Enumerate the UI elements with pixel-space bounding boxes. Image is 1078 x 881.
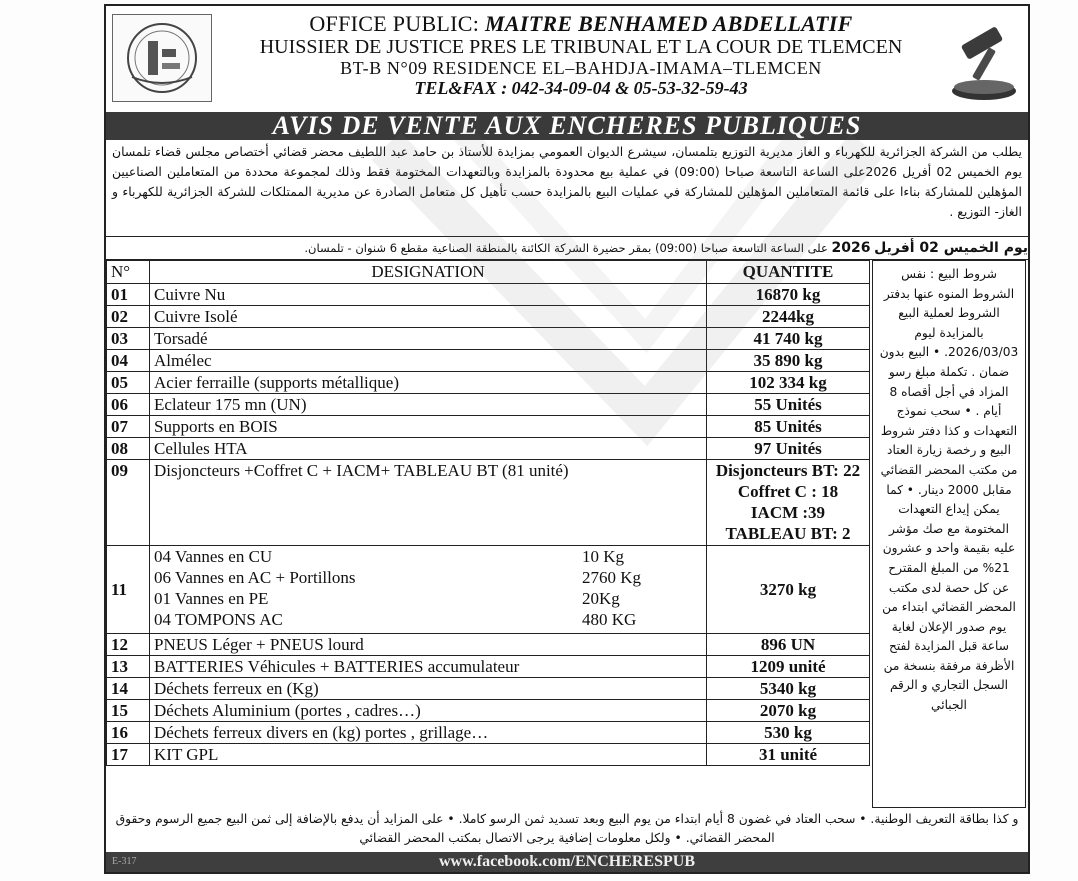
sub-item-value: 10 Kg xyxy=(582,547,625,566)
justice-logo-icon xyxy=(112,14,212,102)
row-designation: Cuivre Nu xyxy=(150,284,707,306)
row-num: 04 xyxy=(107,350,150,372)
bottom-bar xyxy=(106,852,1028,872)
header-quantity: QUANTITE xyxy=(707,261,870,284)
row-designation: Acier ferraille (supports métallique) xyxy=(150,372,707,394)
row-designation: Cellules HTA xyxy=(150,438,707,460)
sale-date-line xyxy=(106,236,1028,260)
office-header xyxy=(216,12,946,98)
facebook-link[interactable]: www.facebook.com/ENCHERESPUB xyxy=(438,853,695,870)
row-quantity: 55 Unités xyxy=(707,394,870,416)
sale-location: على الساعة التاسعة صباحا (09:00) بمقر حضيرة الشركة الكائنة بالمنطقة الصناعية مقطع 6 شنوان - تلمسان. xyxy=(304,241,828,255)
row-quantity: 896 UN xyxy=(707,634,870,656)
office-phone: TEL&FAX : 042-34-09-04 & 05-53-32-59-43 xyxy=(414,78,748,98)
table-row xyxy=(107,656,870,678)
row-num: 08 xyxy=(107,438,150,460)
row-designation: BATTERIES Véhicules + BATTERIES accumulateur xyxy=(150,656,707,678)
table-row xyxy=(107,416,870,438)
row-designation: Cuivre Isolé xyxy=(150,306,707,328)
row-num: 01 xyxy=(107,284,150,306)
sub-item xyxy=(154,609,702,630)
sub-item-value: 20Kg xyxy=(582,589,620,608)
row-num: 09 xyxy=(107,460,150,546)
header-num: N° xyxy=(107,261,150,284)
row-num: 05 xyxy=(107,372,150,394)
row-quantity: 3270 kg xyxy=(707,546,870,634)
table-row xyxy=(107,284,870,306)
table-row xyxy=(107,328,870,350)
table-row xyxy=(107,546,870,634)
row-designation: KIT GPL xyxy=(150,744,707,766)
table-row xyxy=(107,306,870,328)
row-quantity: 2244kg xyxy=(707,306,870,328)
row-quantity: 97 Unités xyxy=(707,438,870,460)
page-code: E-317 xyxy=(112,856,137,867)
office-address: BT-B N°09 RESIDENCE EL–BAHDJA-IMAMA–TLEMCEN xyxy=(340,58,822,78)
row-designation: Déchets ferreux divers en (kg) portes , grillage… xyxy=(150,722,707,744)
row-designation: Almélec xyxy=(150,350,707,372)
row-num: 03 xyxy=(107,328,150,350)
sub-item-name: 06 Vannes en AC + Portillons xyxy=(154,568,356,587)
row-designation: Déchets Aluminium (portes , cadres…) xyxy=(150,700,707,722)
sub-item xyxy=(154,567,702,588)
footer-paragraph: و كذا بطاقة التعريف الوطنية. • سحب العتاد في غضون 8 أيام ابتداء من يوم البيع وبعد تسديد ثمن الرسو كاملا. • على المزايد أن يدفع بالإضافة إلى ثمن البيع جميع الرسوم وحقوق المحضر القضائي. • ولكل معلومات إضافية يرجى الاتصال بمكتب المحضر القضائي xyxy=(115,812,1019,845)
table-header-row xyxy=(107,261,870,284)
row-num: 14 xyxy=(107,678,150,700)
row-num: 11 xyxy=(107,546,150,634)
row-designation: Disjoncteurs +Coffret C + IACM+ TABLEAU BT (81 unité) xyxy=(150,460,707,546)
gavel-icon xyxy=(942,16,1024,104)
sub-item xyxy=(154,588,702,609)
table-row xyxy=(107,678,870,700)
items-table xyxy=(106,260,870,766)
row-quantity: 31 unité xyxy=(707,744,870,766)
row-designation: Supports en BOIS xyxy=(150,416,707,438)
sub-item-name: 04 Vannes en CU xyxy=(154,547,273,566)
quantity-line: Coffret C : 18 xyxy=(737,482,839,501)
table-row xyxy=(107,460,870,546)
row-quantity: 5340 kg xyxy=(707,678,870,700)
quantity-line: Disjoncteurs BT: 22 xyxy=(715,461,861,480)
row-num: 13 xyxy=(107,656,150,678)
table-row xyxy=(107,634,870,656)
sub-item-value: 480 KG xyxy=(582,610,637,629)
notice-banner: AVIS DE VENTE AUX ENCHERES PUBLIQUES xyxy=(106,112,1028,140)
sale-conditions: شروط البيع : نفس الشروط المنوه عنها بدفتر الشروط لعملية البيع بالمزايدة ليوم 2026/03/03. • البيع بدون ضمان . تكملة مبلغ رسو المزاد في أجل أقصاه 8 أيام . • سحب نموذج التعهدات و كذا دفتر شروط البيع و رخصة زيارة العتاد من مكتب المحضر القضائي مقابل 2000 دينار. • كما يمكن إيداع التعهدات المختومة مع صك مؤشر عليه بقيمة واحد و عشرون 21% من المبلغ المقترح عن كل حصة لدى مكتب المحضر القضائي ابتداء من يوم صدور الإعلان لغاية ساعة قبل المزايدة لفتح الأظرفة مرفقة بنسخة من السجل التجاري و الرقم الجبائي xyxy=(872,260,1026,808)
table-row xyxy=(107,438,870,460)
row-designation: Torsadé xyxy=(150,328,707,350)
row-quantity: 85 Unités xyxy=(707,416,870,438)
table-row xyxy=(107,700,870,722)
row-designation: PNEUS Léger + PNEUS lourd xyxy=(150,634,707,656)
row-num: 17 xyxy=(107,744,150,766)
row-num: 06 xyxy=(107,394,150,416)
row-quantity: 16870 kg xyxy=(707,284,870,306)
quantity-line: IACM :39 xyxy=(750,503,826,522)
sub-item-name: 04 TOMPONS AC xyxy=(154,610,283,629)
header-area xyxy=(106,6,1032,112)
sub-item-name: 01 Vannes en PE xyxy=(154,589,269,608)
office-title: OFFICE PUBLIC: MAITRE BENHAMED ABDELLATIF xyxy=(309,11,853,36)
row-designation xyxy=(150,546,707,634)
row-designation: Eclateur 175 mn (UN) xyxy=(150,394,707,416)
row-quantity: 1209 unité xyxy=(707,656,870,678)
office-court: HUISSIER DE JUSTICE PRES LE TRIBUNAL ET LA COUR DE TLEMCEN xyxy=(259,36,903,58)
quantity-line: TABLEAU BT: 2 xyxy=(725,524,851,543)
row-num: 02 xyxy=(107,306,150,328)
table-row xyxy=(107,744,870,766)
row-quantity: 2070 kg xyxy=(707,700,870,722)
sub-item-value: 2760 Kg xyxy=(582,568,642,587)
table-row xyxy=(107,722,870,744)
row-quantity: 102 334 kg xyxy=(707,372,870,394)
table-row xyxy=(107,372,870,394)
table-row xyxy=(107,350,870,372)
row-quantity: 530 kg xyxy=(707,722,870,744)
notice-page xyxy=(104,4,1030,874)
row-designation: Déchets ferreux en (Kg) xyxy=(150,678,707,700)
table-row xyxy=(107,394,870,416)
sale-day: يوم الخميس 02 أفريل xyxy=(874,240,1028,256)
row-num: 12 xyxy=(107,634,150,656)
row-quantity: 35 890 kg xyxy=(707,350,870,372)
row-quantity: 41 740 kg xyxy=(707,328,870,350)
row-quantity xyxy=(707,460,870,546)
sub-item xyxy=(154,546,702,567)
row-num: 16 xyxy=(107,722,150,744)
row-num: 07 xyxy=(107,416,150,438)
header-designation: DESIGNATION xyxy=(150,261,707,284)
row-num: 15 xyxy=(107,700,150,722)
intro-paragraph: يطلب من الشركة الجزائرية للكهرباء و الغاز مديرية التوزيع بتلمسان، سيشرع الديوان العمومي بمزايدة للأستاذ بن حامد عبد اللطيف محضر قضائي أختصاص مجلس قضاء تلمسان يوم الخميس 02 أفريل 2026على الساعة التاسعة صباحا (09:00) في عملية بيع محدودة بالمزايدة وبالتعهدات المختومة فقط وذلك لمجموعة محددة من المتعاملين الصناعيين المؤهلين للمشاركة بناءا على قائمة المتعاملين المؤهلين للمشاركة في عمليات البيع بالمزايدة حسب تأهيل كل متعامل الصادرة عن مديرية الممتلكات للشركة الجزائرية للكهرباء و الغاز- التوزيع . xyxy=(112,144,1022,219)
sale-year: 2026 xyxy=(831,240,871,256)
